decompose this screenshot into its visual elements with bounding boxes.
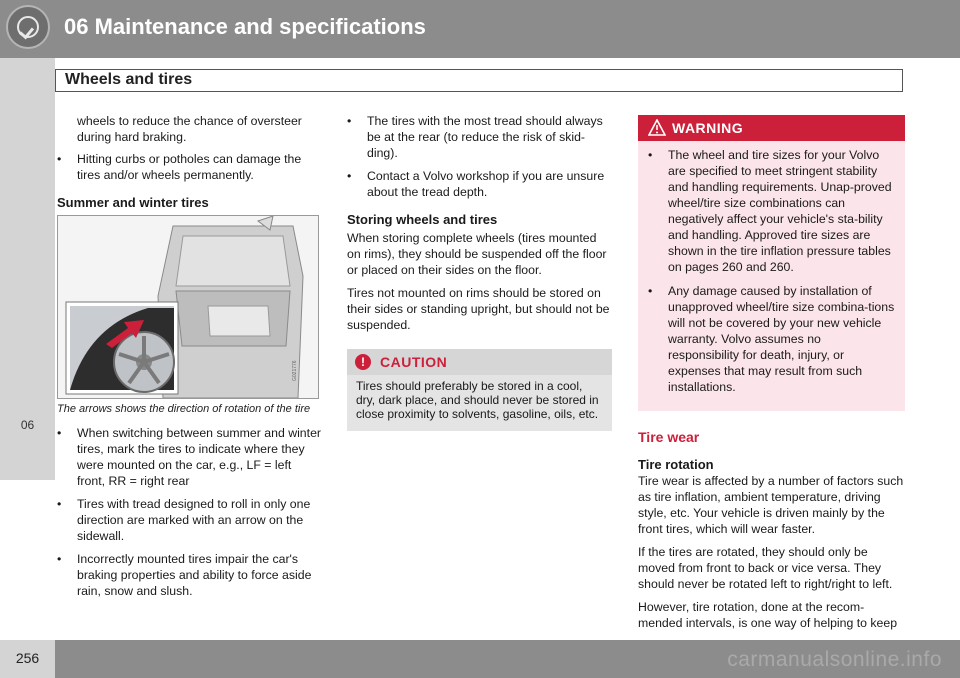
bullet-icon: • [648, 148, 653, 162]
chapter-title: 06 Maintenance and specifications [64, 14, 426, 39]
warning-box [638, 115, 905, 411]
list-item-text: The wheel and tire sizes for your Volvo are specified to meet stringent stability and handling requirements. Unap-proved wheel/tire size combinations can negatively affect your vehicle's sta-bility and handling. Approved tire sizes are shown in the tire inflation pressure tables on pages 260 and 260. [668, 148, 892, 274]
list-item-text: When switching between summer and winter tires, mark the tires to indicate where they were mounted on the car, e.g., LF = left front, RR = right rear [77, 426, 321, 488]
column-3 [638, 115, 905, 638]
section-title: Wheels and tires [65, 71, 193, 88]
list-item-text: Hitting curbs or potholes can damage the tires and/or wheels permanently. [77, 152, 302, 182]
section-bar [55, 69, 903, 92]
column-1 [57, 113, 321, 606]
section-heading: Storing wheels and tires [347, 212, 498, 227]
page-footer [0, 640, 960, 678]
paragraph: When storing complete wheels (tires mounted on rims), they should be suspended off the floor or placed on their sides on the floor. [347, 231, 607, 277]
bullet-icon: • [57, 152, 62, 166]
caution-box [347, 349, 612, 431]
tire-wear-heading: Tire wear [638, 429, 700, 445]
chapter-sidebar [0, 58, 55, 480]
exclamation-icon: ! [355, 354, 371, 370]
svg-text:G021776: G021776 [292, 360, 298, 381]
list-item [57, 551, 321, 599]
caution-title: CAUTION [380, 354, 448, 370]
list-item-text: Contact a Volvo workshop if you are unsure about the tread depth. [367, 169, 605, 199]
list-item [57, 151, 321, 183]
tire-rotation-subheading: Tire rotation [638, 457, 714, 472]
section-heading: Summer and winter tires [57, 195, 209, 210]
list-item-text: The tires with the most tread should always be at the rear (to reduce the risk of skid-ding). [367, 114, 603, 160]
paragraph: Tire wear is affected by a number of factors such as tire inflation, ambient temperature, driving style, etc. Your vehicle is driven mainly by the front tires, which will wear faster. [638, 474, 904, 536]
chapter-number: 06 [20, 418, 35, 432]
list-item [648, 147, 895, 275]
watermark: carmanualsonline.info [727, 648, 942, 671]
bullet-icon: • [347, 169, 352, 183]
bullet-icon: • [57, 426, 62, 440]
warning-triangle-icon [648, 119, 666, 136]
list-item-text: Any damage caused by installation of unapproved wheel/tire size combina-tions will not be covered by your new vehicle warranty. Volvo assumes no responsibility for death, injury, or expenses that may result from such installations. [668, 284, 895, 394]
warning-title: WARNING [672, 120, 744, 136]
chapter-header [0, 0, 960, 58]
list-item-text: Incorrectly mounted tires impair the car's braking properties and ability to force aside rain, snow and slush. [77, 552, 312, 598]
list-item [347, 168, 612, 200]
list-item [57, 425, 321, 489]
page-number: 256 [15, 650, 40, 666]
column-2 [347, 113, 612, 431]
list-item [57, 496, 321, 544]
bullet-icon: • [57, 552, 62, 566]
intro-continuation: wheels to reduce the chance of oversteer during hard braking. [77, 114, 302, 144]
paragraph: If the tires are rotated, they should only be moved from front to back or vice versa. They should never be rotated left to right/right to left. [638, 545, 893, 591]
list-item [648, 283, 895, 395]
caution-header [347, 349, 612, 375]
figure-caption: The arrows shows the direction of rotation of the tire [57, 403, 311, 415]
tire-rotation-illustration [57, 215, 319, 399]
car-tire-illustration [58, 216, 318, 398]
volvo-logo-icon [6, 5, 50, 49]
caution-text: Tires should preferably be stored in a cool, dry, dark place, and should never be stored in close proximity to solvents, gasoline, oils, etc. [356, 379, 599, 421]
list-item-text: Tires with tread designed to roll in only one direction are marked with an arrow on the sidewall. [77, 497, 311, 543]
bullet-icon: • [57, 497, 62, 511]
warning-header [638, 115, 905, 141]
bullet-icon: • [347, 114, 352, 128]
paragraph: Tires not mounted on rims should be stored on their sides or standing upright, but should not be suspended. [347, 286, 610, 332]
bullet-icon: • [648, 284, 653, 298]
paragraph: However, tire rotation, done at the recom-mended intervals, is one way of helping to keep [638, 600, 898, 630]
list-item [347, 113, 612, 161]
